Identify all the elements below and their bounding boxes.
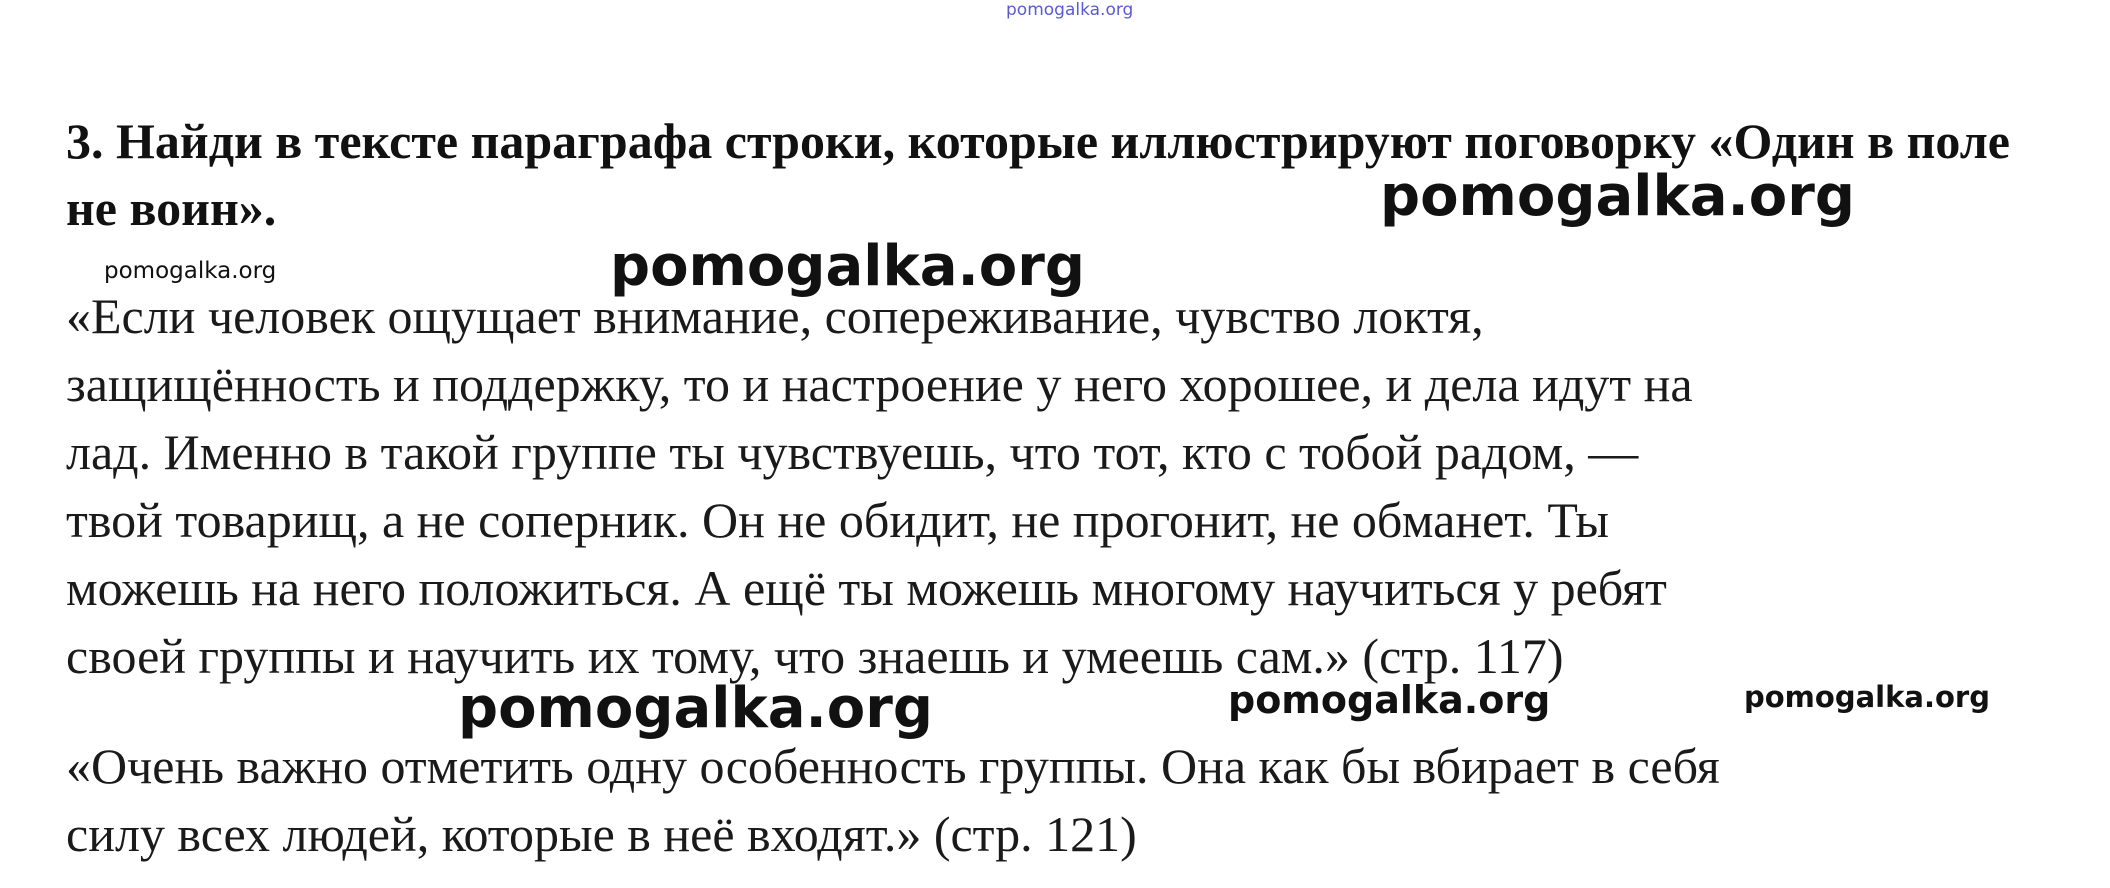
quote-line: твой товарищ, а не соперник. Он не обидит, не прогонит, не обманет. Ты <box>66 492 1610 548</box>
watermark: pomogalka.org <box>1744 680 1990 714</box>
quote-line: своей группы и научить их тому, что знаешь и умеешь сам.» (стр. 117) <box>66 628 1564 684</box>
quote-paragraph <box>66 732 2086 868</box>
quote-line: защищённость и поддержку, то и настроение у него хорошее, и дела идут на <box>66 356 1693 412</box>
quote-line: «Если человек ощущает внимание, сопереживание, чувство локтя, <box>66 288 1484 344</box>
site-link[interactable]: pomogalka.org <box>1006 0 1134 20</box>
watermark: pomogalka.org <box>104 258 277 284</box>
task-heading: 3. Найди в тексте параграфа строки, которые иллюстрируют поговорку «Один в поле не воин». <box>66 113 2010 236</box>
watermark: pomogalka.org <box>1380 164 1855 229</box>
quote-line: лад. Именно в такой группе ты чувствуешь, что тот, кто с тобой радом, — <box>66 424 1639 480</box>
watermark: pomogalka.org <box>610 234 1085 299</box>
quote-paragraph <box>66 282 2086 690</box>
quote-line: силу всех людей, которые в неё входят.» (стр. 121) <box>66 806 1137 862</box>
quote-line: «Очень важно отметить одну особенность группы. Она как бы вбирает в себя <box>66 738 1720 794</box>
quote-line: можешь на него положиться. А ещё ты можешь многому научиться у ребят <box>66 560 1667 616</box>
watermark: pomogalka.org <box>1228 678 1551 722</box>
watermark: pomogalka.org <box>458 676 933 741</box>
